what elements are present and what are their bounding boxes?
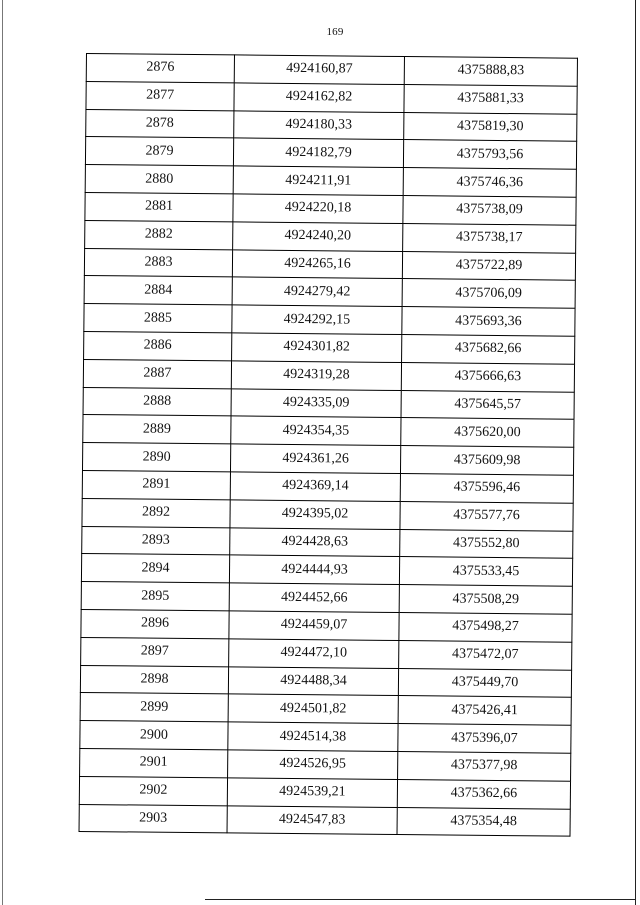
y-coordinate-cell: 4375508,29 [399,585,572,614]
y-coordinate-cell: 4375793,56 [403,140,576,169]
x-coordinate-cell: 4924265,16 [232,249,402,278]
coordinates-table-body [79,54,577,837]
point-number-cell: 2899 [80,693,228,722]
x-coordinate-cell: 4924211,91 [233,166,403,195]
point-number-cell: 2898 [80,665,228,694]
point-number-cell: 2888 [83,387,231,416]
coordinates-table-wrapper [79,53,578,837]
y-coordinate-cell: 4375596,46 [400,473,573,502]
point-number-cell: 2890 [82,443,230,472]
x-coordinate-cell: 4924292,15 [232,305,402,334]
point-number-cell: 2877 [86,81,234,110]
point-number-cell: 2891 [82,470,230,499]
x-coordinate-cell: 4924335,09 [231,388,401,417]
point-number-cell: 2894 [81,554,229,583]
y-coordinate-cell: 4375354,48 [397,807,570,836]
table-row [79,804,570,837]
y-coordinate-cell: 4375377,98 [398,751,571,780]
y-coordinate-cell: 4375706,09 [402,279,575,308]
x-coordinate-cell: 4924488,34 [228,666,398,695]
y-coordinate-cell: 4375620,00 [401,418,574,447]
point-number-cell: 2884 [84,276,232,305]
y-coordinate-cell: 4375738,09 [403,196,576,225]
y-coordinate-cell: 4375693,36 [402,307,575,336]
point-number-cell: 2886 [84,331,232,360]
x-coordinate-cell: 4924279,42 [232,277,402,306]
y-coordinate-cell: 4375498,27 [399,612,572,641]
x-coordinate-cell: 4924182,79 [233,138,403,167]
x-coordinate-cell: 4924160,87 [234,55,404,84]
point-number-cell: 2876 [86,54,234,83]
y-coordinate-cell: 4375472,07 [399,640,572,669]
y-coordinate-cell: 4375577,76 [400,501,573,530]
y-coordinate-cell: 4375881,33 [404,84,577,113]
point-number-cell: 2885 [84,304,232,333]
y-coordinate-cell: 4375449,70 [398,668,571,697]
y-coordinate-cell: 4375819,30 [404,112,577,141]
x-coordinate-cell: 4924459,07 [229,611,399,640]
point-number-cell: 2879 [85,137,233,166]
point-number-cell: 2901 [80,748,228,777]
y-coordinate-cell: 4375645,57 [401,390,574,419]
page-number: 169 [326,26,344,38]
x-coordinate-cell: 4924220,18 [233,194,403,223]
coordinates-table [79,53,578,837]
point-number-cell: 2892 [82,498,230,527]
x-coordinate-cell: 4924180,33 [234,111,404,140]
y-coordinate-cell: 4375722,89 [402,251,575,280]
point-number-cell: 2881 [85,192,233,221]
point-number-cell: 2902 [79,776,227,805]
y-coordinate-cell: 4375396,07 [398,724,571,753]
y-coordinate-cell: 4375609,98 [400,446,573,475]
x-coordinate-cell: 4924539,21 [227,778,397,807]
point-number-cell: 2903 [79,804,227,833]
x-coordinate-cell: 4924395,02 [230,500,400,529]
page-bottom-edge [205,899,635,900]
page-right-edge [635,0,636,905]
y-coordinate-cell: 4375426,41 [398,696,571,725]
point-number-cell: 2895 [81,582,229,611]
x-coordinate-cell: 4924319,28 [231,361,401,390]
x-coordinate-cell: 4924369,14 [230,472,400,501]
y-coordinate-cell: 4375738,17 [403,223,576,252]
y-coordinate-cell: 4375362,66 [397,779,570,808]
x-coordinate-cell: 4924514,38 [228,722,398,751]
point-number-cell: 2887 [83,359,231,388]
x-coordinate-cell: 4924240,20 [233,222,403,251]
x-coordinate-cell: 4924361,26 [230,444,400,473]
y-coordinate-cell: 4375746,36 [403,168,576,197]
y-coordinate-cell: 4375682,66 [402,335,575,364]
point-number-cell: 2882 [85,220,233,249]
x-coordinate-cell: 4924354,35 [231,416,401,445]
x-coordinate-cell: 4924162,82 [234,83,404,112]
x-coordinate-cell: 4924526,95 [228,750,398,779]
x-coordinate-cell: 4924428,63 [230,527,400,556]
x-coordinate-cell: 4924501,82 [228,694,398,723]
x-coordinate-cell: 4924547,83 [227,805,397,834]
point-number-cell: 2896 [81,609,229,638]
y-coordinate-cell: 4375888,83 [404,57,577,86]
page-left-edge [2,0,3,905]
point-number-cell: 2900 [80,721,228,750]
y-coordinate-cell: 4375552,80 [400,529,573,558]
point-number-cell: 2889 [83,415,231,444]
y-coordinate-cell: 4375533,45 [399,557,572,586]
point-number-cell: 2878 [86,109,234,138]
x-coordinate-cell: 4924301,82 [232,333,402,362]
point-number-cell: 2880 [85,165,233,194]
point-number-cell: 2883 [84,248,232,277]
x-coordinate-cell: 4924472,10 [229,639,399,668]
x-coordinate-cell: 4924444,93 [229,555,399,584]
x-coordinate-cell: 4924452,66 [229,583,399,612]
point-number-cell: 2893 [82,526,230,555]
point-number-cell: 2897 [81,637,229,666]
y-coordinate-cell: 4375666,63 [401,362,574,391]
